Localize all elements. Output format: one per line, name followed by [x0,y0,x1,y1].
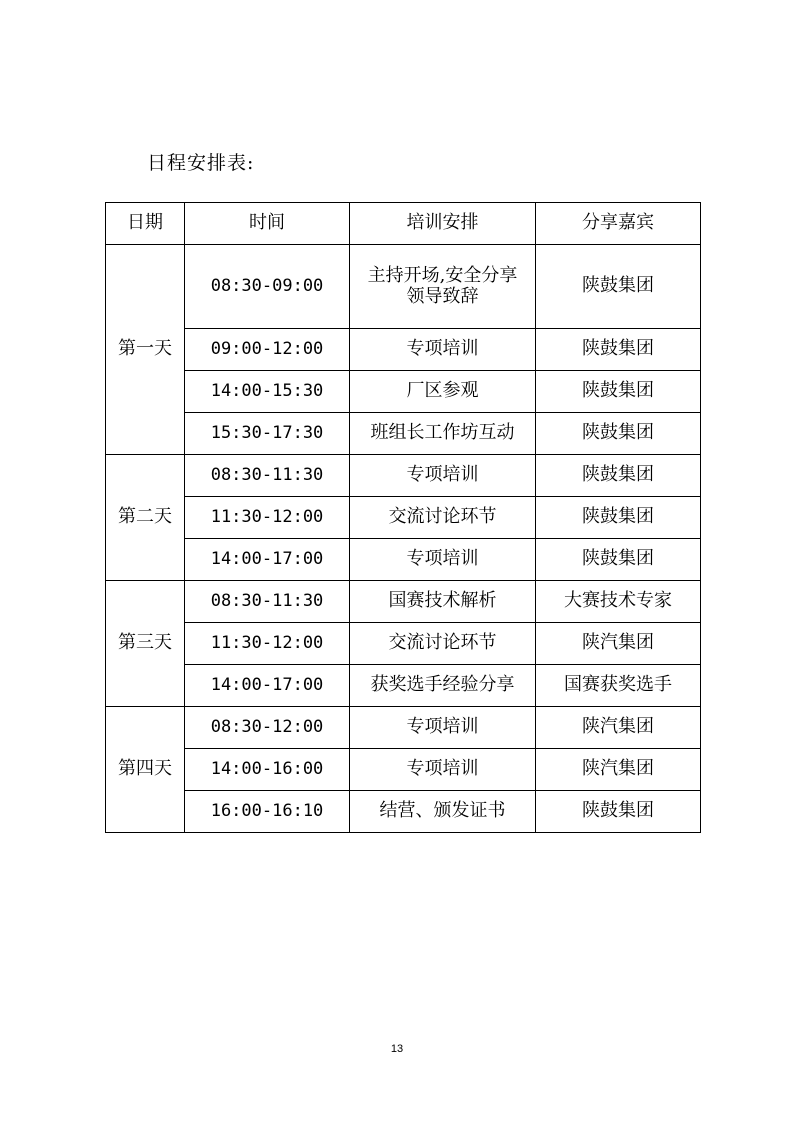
table-row [106,665,701,707]
activity-line: 获奖选手经验分享 [370,674,515,696]
time-cell: 08:30-12:00 [185,707,350,749]
time-cell: 08:30-11:30 [185,455,350,497]
activity-cell [350,455,536,497]
activity-cell [350,413,536,455]
table-row [106,539,701,581]
schedule-table [105,202,701,833]
table-row [106,413,701,455]
header-item: 培训安排 [350,203,536,245]
header-date: 日期 [106,203,185,245]
time-cell: 15:30-17:30 [185,413,350,455]
guest-cell: 陕鼓集团 [536,539,701,581]
guest-cell: 陕鼓集团 [536,455,701,497]
activity-cell [350,245,536,329]
guest-cell: 陕鼓集团 [536,791,701,833]
activity-cell [350,665,536,707]
time-cell: 14:00-16:00 [185,749,350,791]
activity-line: 主持开场,安全分享 [367,264,518,286]
activity-line: 班组长工作坊互动 [370,422,515,444]
table-row [106,497,701,539]
time-cell: 14:00-17:00 [185,665,350,707]
guest-cell: 陕鼓集团 [536,329,701,371]
activity-line: 结营、颁发证书 [379,800,506,822]
activity-line: 专项培训 [406,758,479,780]
activity-cell [350,791,536,833]
header-time: 时间 [185,203,350,245]
day-label: 第二天 [106,455,185,581]
activity-line: 交流讨论环节 [388,632,497,654]
header-guest: 分享嘉宾 [536,203,701,245]
time-cell: 08:30-09:00 [185,245,350,329]
activity-cell [350,581,536,623]
activity-cell [350,623,536,665]
activity-cell [350,371,536,413]
table-row [106,329,701,371]
schedule-body [106,245,701,833]
day-label: 第一天 [106,245,185,455]
table-row [106,581,701,623]
day-label: 第三天 [106,581,185,707]
activity-line: 专项培训 [406,716,479,738]
activity-line: 领导致辞 [406,285,479,307]
time-cell: 09:00-12:00 [185,329,350,371]
time-cell: 16:00-16:10 [185,791,350,833]
time-cell: 14:00-15:30 [185,371,350,413]
guest-cell: 国赛获奖选手 [536,665,701,707]
guest-cell: 陕鼓集团 [536,245,701,329]
guest-cell: 大赛技术专家 [536,581,701,623]
guest-cell: 陕汽集团 [536,623,701,665]
activity-cell [350,497,536,539]
time-cell: 11:30-12:00 [185,497,350,539]
time-cell: 14:00-17:00 [185,539,350,581]
table-row [106,749,701,791]
activity-line: 专项培训 [406,338,479,360]
activity-line: 国赛技术解析 [388,590,497,612]
activity-cell [350,749,536,791]
guest-cell: 陕鼓集团 [536,371,701,413]
page-heading: 日程安排表: [147,152,255,174]
header-row [106,203,701,245]
table-row [106,371,701,413]
time-cell: 11:30-12:00 [185,623,350,665]
activity-cell [350,539,536,581]
time-cell: 08:30-11:30 [185,581,350,623]
table-row [106,245,701,329]
table-row [106,707,701,749]
activity-cell [350,707,536,749]
activity-line: 厂区参观 [406,380,479,402]
table-row [106,455,701,497]
guest-cell: 陕汽集团 [536,749,701,791]
activity-line: 专项培训 [406,548,479,570]
guest-cell: 陕鼓集团 [536,413,701,455]
table-row [106,623,701,665]
activity-cell [350,329,536,371]
page-number: 13 [390,1043,404,1055]
activity-line: 专项培训 [406,464,479,486]
guest-cell: 陕汽集团 [536,707,701,749]
guest-cell: 陕鼓集团 [536,497,701,539]
table-row [106,791,701,833]
day-label: 第四天 [106,707,185,833]
activity-line: 交流讨论环节 [388,506,497,528]
